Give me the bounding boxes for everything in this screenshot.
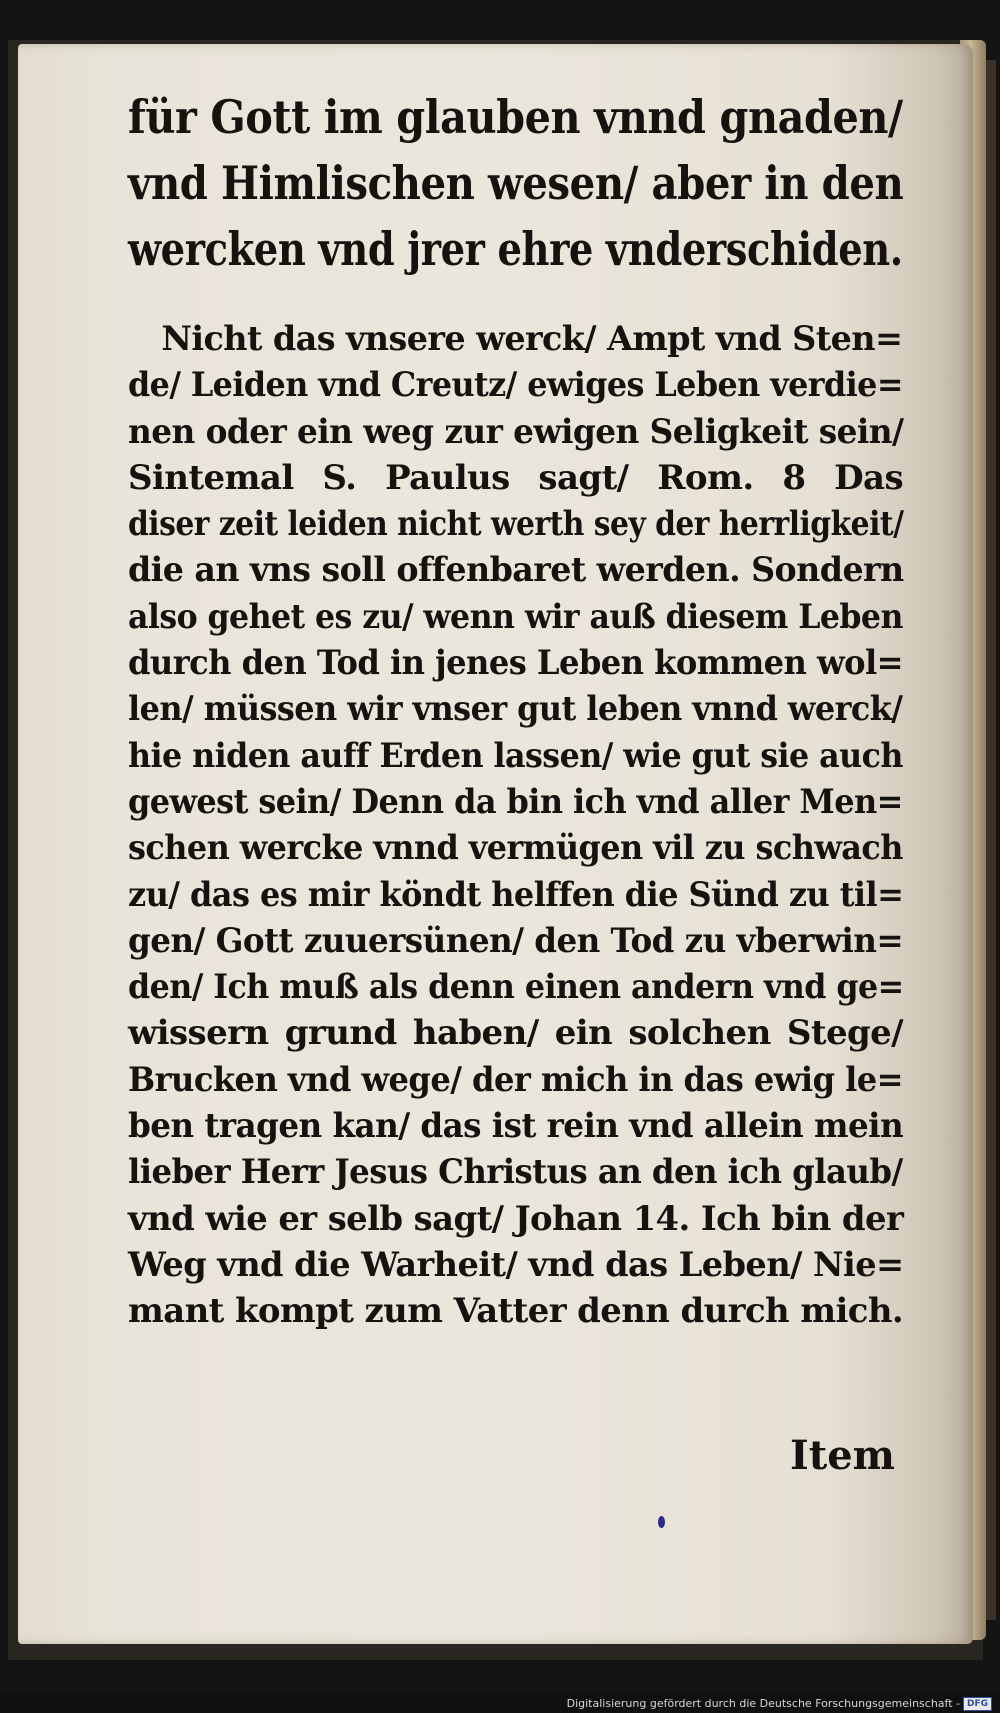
body-line: also gehet es zu/ wenn wir auß diesem Leben <box>128 596 903 637</box>
body-line: gen/ Gott zuuersünen/ den Tod zu vberwin= <box>128 920 904 961</box>
body-line: mant kompt zum Vatter denn durch mich. <box>128 1291 904 1332</box>
body-line: Weg vnd die Warheit/ vnd das Leben/ Nie= <box>128 1244 904 1285</box>
page-text <box>128 84 903 1335</box>
body-line: diser zeit leiden nicht werth sey der herrligkeit/ <box>128 504 904 545</box>
body-line: durch den Tod in jenes Leben kommen wol= <box>128 643 904 684</box>
body-line: Sintemal S. Paulus sagt/ Rom. 8 Das <box>128 457 903 498</box>
book-edge-dark <box>986 60 996 1620</box>
dfg-logo: DFG <box>963 1697 992 1711</box>
body-line: zu/ das es mir köndt helffen die Sünd zu til= <box>128 874 904 915</box>
heading-line: vnd Himlischen wesen/ aber in den <box>128 156 904 210</box>
body-line: wissern grund haben/ ein solchen Stege/ <box>128 1013 903 1054</box>
ink-spot <box>658 1516 665 1528</box>
heading-line: für Gott im glauben vnnd gnaden/ <box>128 90 903 144</box>
body-line: Nicht das vnsere werck/ Ampt vnd Sten= <box>161 319 903 359</box>
body-line: hie niden auff Erden lassen/ wie gut sie auch <box>128 735 903 776</box>
body-line: nen oder ein weg zur ewigen Seligkeit sein/ <box>128 411 904 452</box>
heading-line: wercken vnd jrer ehre vnderschiden. <box>128 222 903 276</box>
body-line: die an vns soll offenbaret werden. Sondern <box>128 550 904 591</box>
page-body <box>128 316 903 1335</box>
body-line: lieber Herr Jesus Christus an den ich glaub/ <box>128 1152 903 1193</box>
body-line: schen wercke vnnd vermügen vil zu schwach <box>128 828 903 869</box>
body-line: de/ Leiden vnd Creutz/ ewiges Leben verdie= <box>128 365 903 406</box>
catchword: Item <box>790 1432 895 1479</box>
funding-credit: Digitalisierung gefördert durch die Deutsche Forschungsgemeinschaft - <box>566 1697 960 1710</box>
body-line: Brucken vnd wege/ der mich in das ewig le= <box>128 1059 904 1100</box>
body-line: len/ müssen wir vnser gut leben vnnd werck/ <box>128 689 903 730</box>
body-line: gewest sein/ Denn da bin ich vnd aller Men= <box>128 781 903 822</box>
body-line: ben tragen kan/ das ist rein vnd allein mein <box>128 1106 904 1147</box>
page-heading <box>128 84 903 282</box>
body-line: vnd wie er selb sagt/ Johan 14. Ich bin der <box>128 1198 904 1239</box>
body-line: den/ Ich muß als denn einen andern vnd ge= <box>128 967 904 1008</box>
